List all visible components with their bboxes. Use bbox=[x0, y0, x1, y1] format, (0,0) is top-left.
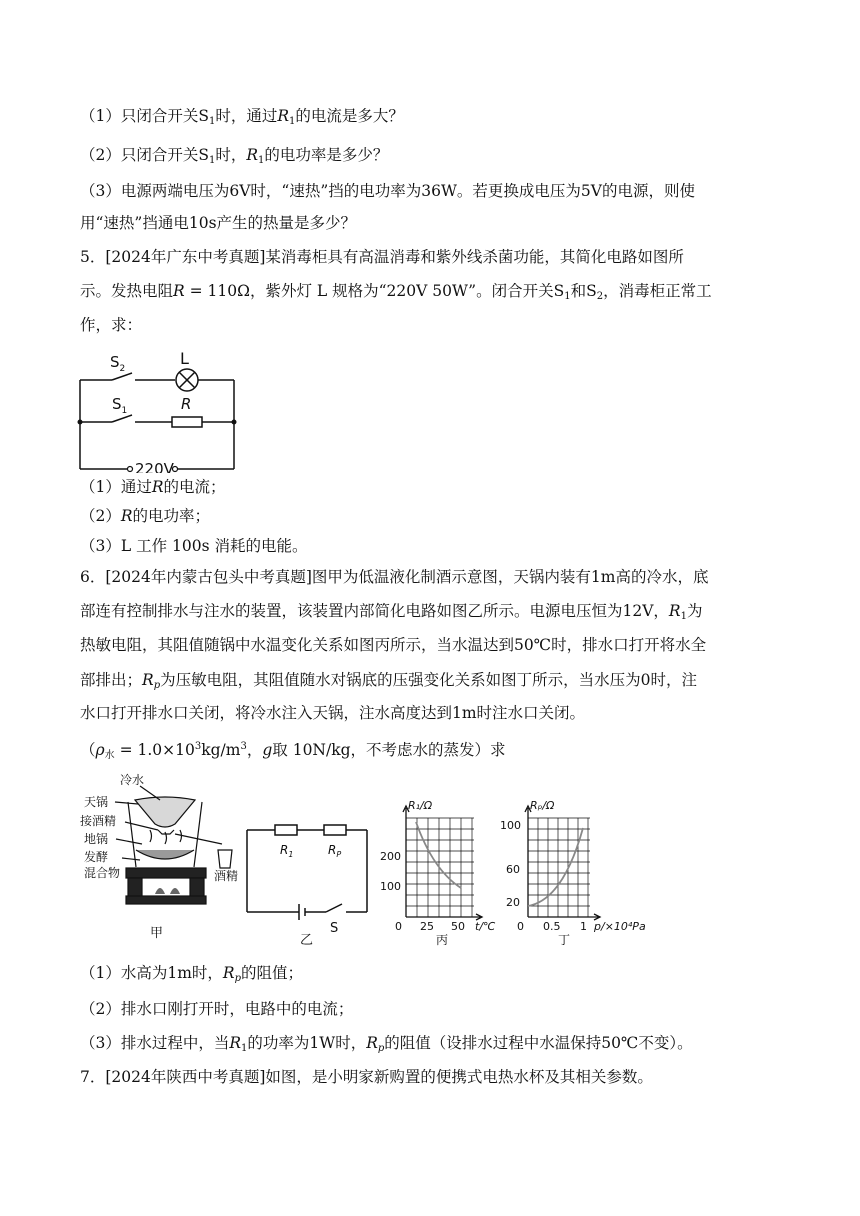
svg-text:乙: 乙 bbox=[300, 933, 314, 945]
svg-text:接酒精: 接酒精 bbox=[80, 814, 117, 828]
svg-text:S2: $S_2$ bbox=[110, 353, 126, 374]
q6-stem-line6: （$\rho_水 = 1.0\times 10^3kg/m^3$，g取 10N/kg，不考虑水的蒸发）求 bbox=[80, 741, 506, 761]
svg-text:R: R bbox=[181, 395, 192, 413]
svg-text:25: 25 bbox=[420, 920, 434, 933]
svg-text:20: 20 bbox=[506, 896, 520, 909]
svg-text:L: L bbox=[180, 349, 189, 368]
svg-text:丙: 丙 bbox=[436, 933, 449, 946]
q5-sub2: （2）R的电功率； bbox=[80, 507, 211, 525]
svg-text:Rₚ/Ω: Rₚ/Ω bbox=[530, 800, 555, 812]
q4-sub2: （2）只闭合开关$S_1$时，$R_1$的电功率是多少？ bbox=[80, 146, 389, 166]
q6-sub2: （2）排水口刚打开时，电路中的电流； bbox=[80, 1000, 354, 1018]
svg-text:冷水: 冷水 bbox=[120, 773, 145, 787]
q6-stem-line4: 部排出；$R_p$为压敏电阻，其阻值随水对锅底的压强变化关系如图丁所示，当水压为0时，注 bbox=[80, 671, 697, 691]
q5-stem-line1: 5．[2024年广东中考真题]某消毒柜具有高温消毒和紫外线杀菌功能，其简化电路如图所 bbox=[80, 248, 684, 266]
svg-text:地锅: 地锅 bbox=[84, 832, 109, 846]
svg-text:R1: $R_1$ bbox=[280, 843, 294, 859]
q6-sub1: （1）水高为1m时，$R_p$的阻值； bbox=[80, 964, 304, 984]
svg-text:酒精: 酒精 bbox=[214, 869, 239, 883]
svg-text:R₁/Ω: R₁/Ω bbox=[408, 800, 433, 812]
svg-text:200: 200 bbox=[380, 850, 401, 863]
q6-figure-ding-graph bbox=[498, 800, 646, 946]
svg-text:天锅: 天锅 bbox=[84, 795, 109, 809]
svg-text:t/℃: t/℃ bbox=[475, 920, 496, 933]
q6-stem-line5: 水口打开排水口关闭，将冷水注入天锅，注水高度达到1m时注水口关闭。 bbox=[80, 704, 586, 722]
svg-text:混合物: 混合物 bbox=[84, 866, 121, 880]
svg-text:S: S bbox=[330, 921, 339, 936]
svg-text:60: 60 bbox=[506, 863, 520, 876]
q4-sub3-line1: （3）电源两端电压为6V时，“速热”挡的电功率为36W。若更换成电压为5V的电源，则使 bbox=[80, 182, 695, 200]
svg-text:甲: 甲 bbox=[150, 926, 164, 941]
svg-text:100: 100 bbox=[380, 880, 401, 893]
q6-stem-line1: 6．[2024年内蒙古包头中考真题]图甲为低温液化制酒示意图，天锅内装有1m高的冷水，底 bbox=[80, 568, 709, 586]
svg-text:1: 1 bbox=[580, 920, 587, 933]
svg-text:丁: 丁 bbox=[558, 933, 571, 946]
q5-sub3: （3）L 工作 100s 消耗的电能。 bbox=[80, 537, 308, 555]
q5-stem-line3: 作，求： bbox=[80, 316, 143, 334]
svg-text:RP: $R_P$ bbox=[328, 843, 342, 859]
q4-sub1: （1）只闭合开关$S_1$时，通过$R_1$的电流是多大？ bbox=[80, 107, 404, 127]
q6-sub3: （3）排水过程中，当$R_1$的功率为1W时，$R_p$的阻值（设排水过程中水温保持50℃不变）。 bbox=[80, 1034, 693, 1054]
svg-text:50: 50 bbox=[451, 920, 465, 933]
svg-text:220V: 220V bbox=[135, 460, 174, 473]
q5-stem-line2: 示。发热电阻R = 110Ω，紫外灯 L 规格为“220V 50W”。闭合开关$S_1$和$S_2$，消毒柜正常工 bbox=[80, 282, 712, 302]
q5-sub1: （1）通过R的电流； bbox=[80, 478, 226, 496]
q6-figure-yi bbox=[242, 820, 372, 945]
q7-stem-line1: 7．[2024年陕西中考真题]如图，是小明家新购置的便携式电热水杯及其相关参数。 bbox=[80, 1068, 653, 1086]
svg-text:p/×10⁴Pa: p/×10⁴Pa bbox=[594, 920, 646, 933]
q6-figure-bing-graph bbox=[378, 800, 496, 946]
svg-text:0: 0 bbox=[395, 920, 402, 933]
q4-sub3-line2: 用“速热”挡通电10s产生的热量是多少？ bbox=[80, 214, 357, 232]
svg-text:100: 100 bbox=[500, 819, 521, 832]
q6-stem-line3: 热敏电阻，其阻值随锅中水温变化关系如图丙所示，当水温达到50℃时，排水口打开将水全 bbox=[80, 636, 707, 654]
svg-text:S1: $S_1$ bbox=[112, 395, 128, 416]
q5-circuit-diagram bbox=[72, 345, 247, 473]
svg-text:发酵: 发酵 bbox=[84, 850, 109, 864]
svg-text:0.5: 0.5 bbox=[543, 920, 561, 933]
svg-text:0: 0 bbox=[517, 920, 524, 933]
q6-figure-jia bbox=[80, 772, 240, 942]
q6-stem-line2: 部连有控制排水与注水的装置，该装置内部简化电路如图乙所示。电源电压恒为12V，$R_1$为 bbox=[80, 602, 703, 622]
